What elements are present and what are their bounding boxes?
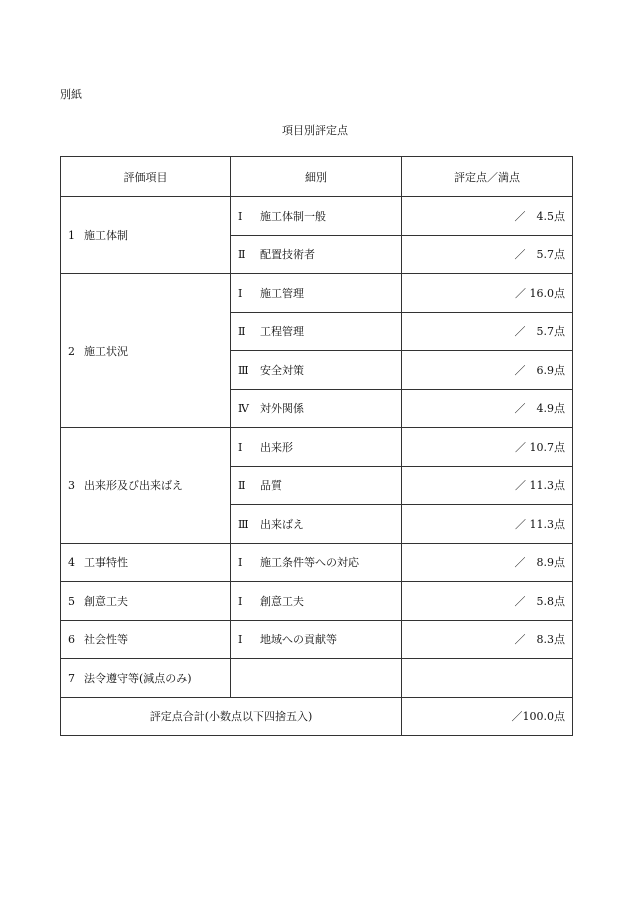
table-row [61,582,573,621]
score-table [60,156,573,736]
detail-numeral: Ⅲ [238,363,249,377]
detail-cell [231,428,402,467]
detail-cell [231,389,402,428]
table-header-row [61,157,573,197]
detail-numeral: Ⅱ [238,479,246,493]
detail-label: 配置技術者 [260,248,315,262]
evaluation-item-cell [61,428,231,544]
detail-cell [231,235,402,274]
detail-cell [231,620,402,659]
detail-label: 安全対策 [260,363,304,377]
evaluation-item-cell [61,659,231,698]
score-cell: ／ 11.3点 [402,466,573,505]
total-score: ／100.0点 [402,697,573,736]
header-detail: 細別 [231,157,402,197]
score-cell [402,659,573,698]
total-label: 評定点合計(小数点以下四捨五入) [61,697,402,736]
detail-cell [231,351,402,390]
detail-label: 対外関係 [260,402,304,416]
score-cell: ／ 10.7点 [402,428,573,467]
detail-label: 施工管理 [260,286,304,300]
item-number: 5 [68,594,75,608]
item-number: 3 [68,479,75,493]
detail-cell [231,274,402,313]
detail-numeral: Ⅳ [238,402,249,416]
evaluation-item-cell [61,543,231,582]
detail-cell [231,197,402,236]
item-name: 施工状況 [84,344,128,358]
score-cell: ／ 5.7点 [402,235,573,274]
detail-numeral: Ⅰ [238,594,243,608]
header-item: 評価項目 [61,157,231,197]
item-name: 工事特性 [84,556,128,570]
table-row [61,620,573,659]
detail-label: 地域への貢献等 [260,633,337,647]
table-row [61,428,573,467]
item-number: 2 [68,344,75,358]
detail-numeral: Ⅲ [238,517,249,531]
detail-numeral: Ⅰ [238,286,243,300]
evaluation-item-cell [61,197,231,274]
score-cell: ／ 6.9点 [402,351,573,390]
detail-cell [231,582,402,621]
score-cell: ／ 4.5点 [402,197,573,236]
detail-numeral: Ⅱ [238,325,246,339]
detail-numeral: Ⅰ [238,633,243,647]
detail-label: 創意工夫 [260,594,304,608]
detail-numeral: Ⅰ [238,209,243,223]
score-cell: ／ 5.8点 [402,582,573,621]
annex-label: 別紙 [60,88,82,101]
detail-label: 施工体制一般 [260,209,326,223]
score-cell: ／ 5.7点 [402,312,573,351]
score-cell: ／ 16.0点 [402,274,573,313]
score-cell: ／ 11.3点 [402,505,573,544]
evaluation-item-cell [61,582,231,621]
detail-label: 出来形 [260,440,293,454]
header-score: 評定点／満点 [402,157,573,197]
table-row [61,197,573,236]
detail-numeral: Ⅰ [238,556,243,570]
total-row [61,697,573,736]
item-number: 7 [68,671,75,685]
item-number: 1 [68,229,75,242]
item-name: 出来形及び出来ばえ [84,479,183,493]
detail-cell [231,659,402,698]
item-number: 6 [68,633,75,647]
detail-label: 品質 [260,479,282,493]
item-name: 施工体制 [84,229,128,242]
detail-cell [231,543,402,582]
item-name: 社会性等 [84,633,128,647]
page-title: 項目別評定点 [282,124,348,137]
detail-cell [231,505,402,544]
score-cell: ／ 4.9点 [402,389,573,428]
item-name: 法令遵守等(減点のみ) [84,671,192,685]
detail-label: 出来ばえ [260,517,304,531]
item-name: 創意工夫 [84,594,128,608]
table-row [61,659,573,698]
score-cell: ／ 8.9点 [402,543,573,582]
detail-numeral: Ⅰ [238,440,243,454]
detail-label: 施工条件等への対応 [260,556,359,570]
detail-label: 工程管理 [260,325,304,339]
table-row [61,274,573,313]
detail-cell [231,466,402,505]
table-row [61,543,573,582]
evaluation-item-cell [61,620,231,659]
detail-numeral: Ⅱ [238,248,246,262]
detail-cell [231,312,402,351]
evaluation-item-cell [61,274,231,428]
score-cell: ／ 8.3点 [402,620,573,659]
item-number: 4 [68,556,75,570]
